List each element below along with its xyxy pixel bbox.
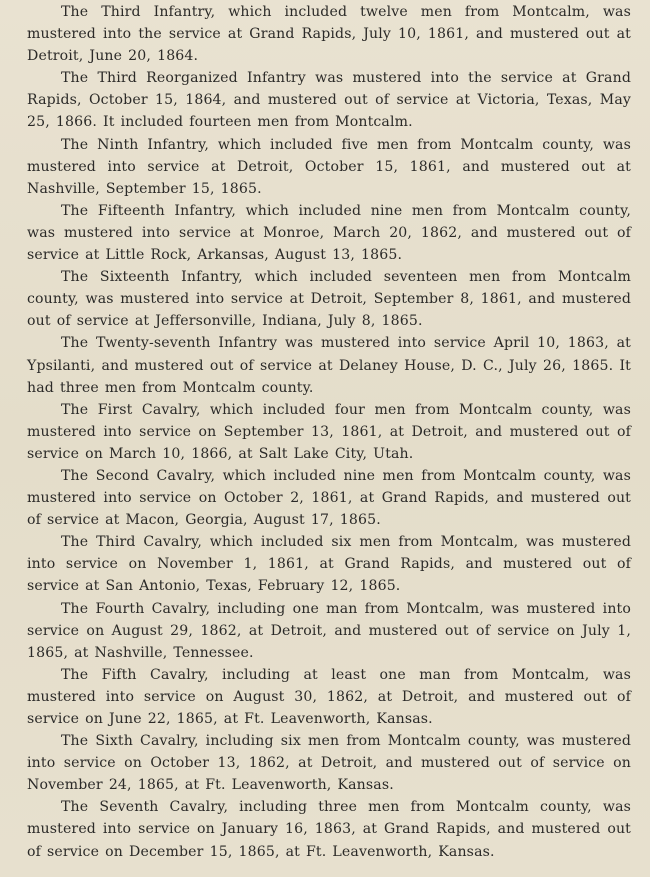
paragraph-second-cavalry: The Second Cavalry, which included nine men from Montcalm county, was mustered into service on October 2, 1861, at Grand Rapids, and mustered out of service at Macon, Georgia, August 17, 1865. bbox=[27, 467, 631, 529]
paragraph-sixteenth-infantry: The Sixteenth Infantry, which included seventeen men from Montcalm county, was mustered into service at Detroit, September 8, 1861, and mustered out of service at Jeffersonville, Indiana, July 8, 1865. bbox=[27, 269, 631, 330]
paragraph-fifth-cavalry: The Fifth Cavalry, including at least one man from Montcalm, was mustered into service on August 30, 1862, at Detroit, and mustered out of service on June 22, 1865, at Ft. Leavenworth, Kansas. bbox=[27, 666, 631, 727]
paragraph-first-cavalry: The First Cavalry, which included four men from Montcalm county, was mustered into service on September 13, 1861, at Detroit, and mustered out of service on March 10, 1866, at Salt Lake City, Utah. bbox=[27, 401, 631, 462]
paragraph-third-infantry: The Third Infantry, which included twelve men from Montcalm, was mustered into the service at Grand Rapids, July 10, 1861, and mustered out at Detroit, June 20, 1864. bbox=[27, 4, 631, 65]
paragraph-ninth-infantry: The Ninth Infantry, which included five men from Montcalm county, was mustered into service at Detroit, October 15, 1861, and mustered out at Nashville, September 15, 1865. bbox=[27, 136, 631, 197]
paragraph-fourth-cavalry: The Fourth Cavalry, including one man from Montcalm, was mustered into service on August 29, 1862, at Detroit, and mustered out of service on July 1, 1865, at Nashville, Tennessee. bbox=[27, 600, 631, 661]
paragraph-third-reorganized-infantry: The Third Reorganized Infantry was mustered into the service at Grand Rapids, October 15, 1864, and mustered out of service at Victoria, Texas, May 25, 1866. It included fourteen men from Montcalm. bbox=[27, 70, 631, 131]
paragraph-third-cavalry: The Third Cavalry, which included six men from Montcalm, was mustered into service on November 1, 1861, at Grand Rapids, and mustered out of service at San Antonio, Texas, February 12, 1865. bbox=[27, 534, 631, 595]
body-text bbox=[27, 1, 631, 863]
paragraph-twenty-seventh-infantry: The Twenty-seventh Infantry was mustered into service April 10, 1863, at Ypsilanti, and mustered out of service at Delaney House, D. C., July 26, 1865. It had three men from Montcalm county. bbox=[27, 335, 631, 396]
paragraph-sixth-cavalry: The Sixth Cavalry, including six men from Montcalm county, was mustered into service on October 13, 1862, at Detroit, and mustered out of service on November 24, 1865, at Ft. Leavenworth, Kansas. bbox=[27, 733, 631, 794]
paragraph-fifteenth-infantry: The Fifteenth Infantry, which included nine men from Montcalm county, was mustered into service at Monroe, March 20, 1862, and mustered out of service at Little Rock, Arkansas, August 13, 1865. bbox=[27, 202, 631, 264]
paragraph-seventh-cavalry: The Seventh Cavalry, including three men from Montcalm county, was mustered into service on January 16, 1863, at Grand Rapids, and mustered out of service on December 15, 1865, at Ft. Leavenworth, Kansas. bbox=[27, 799, 631, 860]
